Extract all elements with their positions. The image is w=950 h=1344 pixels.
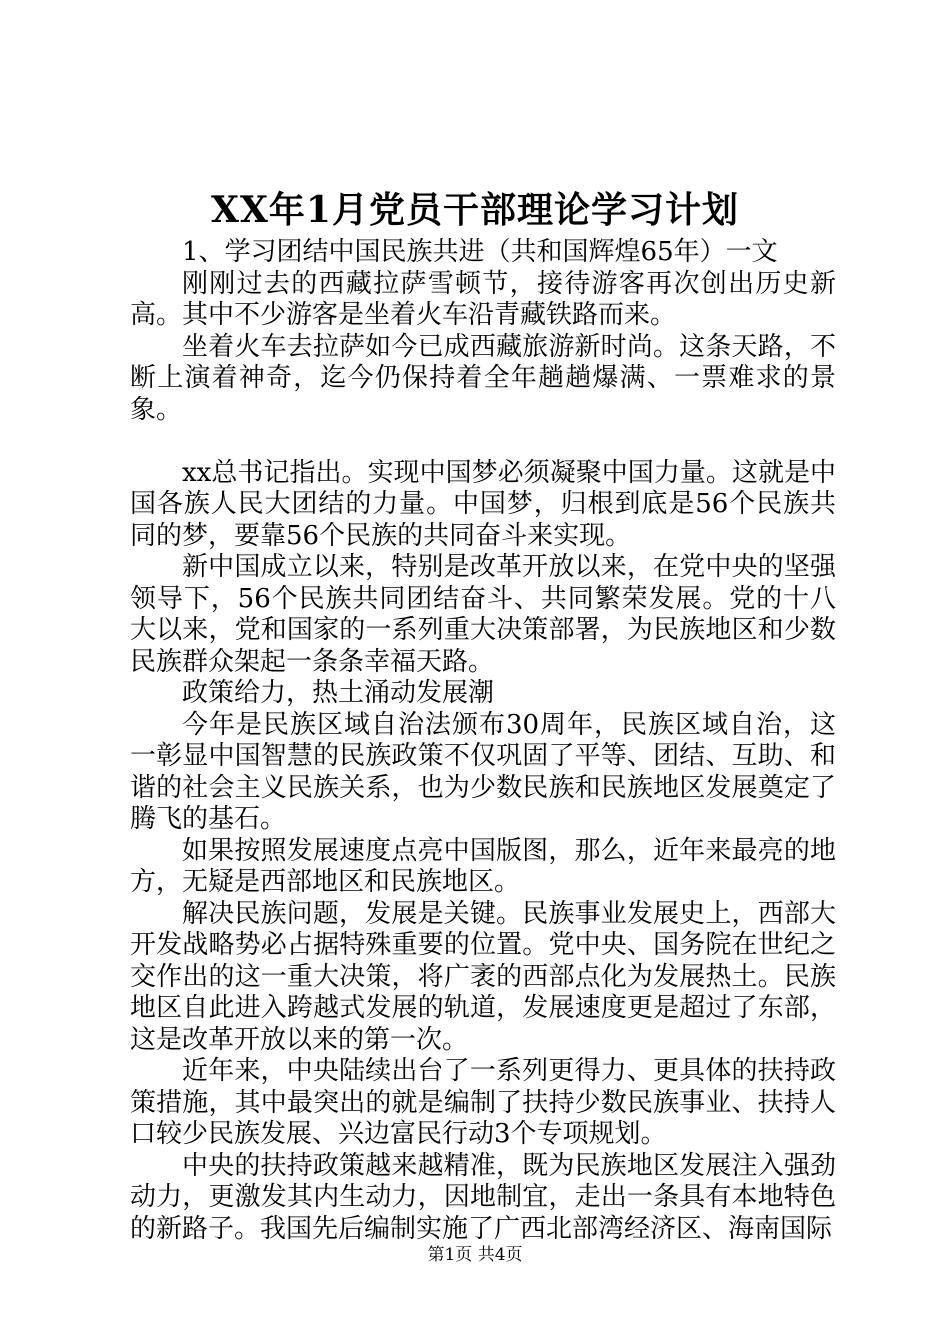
paragraph-spacer [130, 426, 836, 458]
paragraph: 新中国成立以来，特别是改革开放以来，在党中央的坚强领导下，56个民族共同团结奋斗、共同繁荣发展。党的十八大以来，党和国家的一系列重大决策部署，为民族地区和少数民族群众架起一条条幸福天路。 [130, 552, 836, 677]
paragraph: 坐着火车去拉萨如今已成西藏旅游新时尚。这条天路，不断上演着神奇，迄今仍保持着全年趟趟爆满、一票难求的景象。 [130, 331, 836, 425]
paragraph: 刚刚过去的西藏拉萨雪顿节，接待游客再次创出历史新高。其中不少游客是坐着火车沿青藏铁路而来。 [130, 268, 836, 330]
paragraph: 如果按照发展速度点亮中国版图，那么，近年来最亮的地方，无疑是西部地区和民族地区。 [130, 835, 836, 897]
paragraph: 中央的扶持政策越来越精准，既为民族地区发展注入强劲动力，更激发其内生动力，因地制宜，走出一条具有本地特色的新路子。我国先后编制实施了广西北部湾经济区、海南国际 [130, 1150, 836, 1244]
paragraph: 今年是民族区域自治法颁布30周年，民族区域自治，这一彰显中国智慧的民族政策不仅巩固了平等、团结、互助、和谐的社会主义民族关系，也为少数民族和民族地区发展奠定了腾飞的基石。 [130, 709, 836, 834]
page-number-footer: 第1页 共4页 [427, 1245, 523, 1265]
paragraph: xx总书记指出。实现中国梦必须凝聚中国力量。这就是中国各族人民大团结的力量。中国梦，归根到底是56个民族共同的梦，要靠56个民族的共同奋斗来实现。 [130, 457, 836, 551]
paragraph: 近年来，中央陆续出台了一系列更得力、更具体的扶持政策措施，其中最突出的就是编制了扶持少数民族事业、扶持人口较少民族发展、兴边富民行动3个专项规划。 [130, 1056, 836, 1149]
section-heading: 政策给力，热土涌动发展潮 [182, 678, 495, 708]
paragraph: 1、学习团结中国民族共进（共和国辉煌65年）一文 [182, 237, 778, 267]
paragraph: 解决民族问题，发展是关键。民族事业发展史上，西部大开发战略势必占据特殊重要的位置。党中央、国务院在世纪之交作出的这一重大决策，将广袤的西部点化为发展热土。民族地区自此进入跨越式发展的轨道，发展速度更是超过了东部，这是改革开放以来的第一次。 [130, 898, 836, 1055]
document-body [130, 237, 836, 1245]
document-title: XX年1月党员干部理论学习计划 [211, 189, 739, 231]
